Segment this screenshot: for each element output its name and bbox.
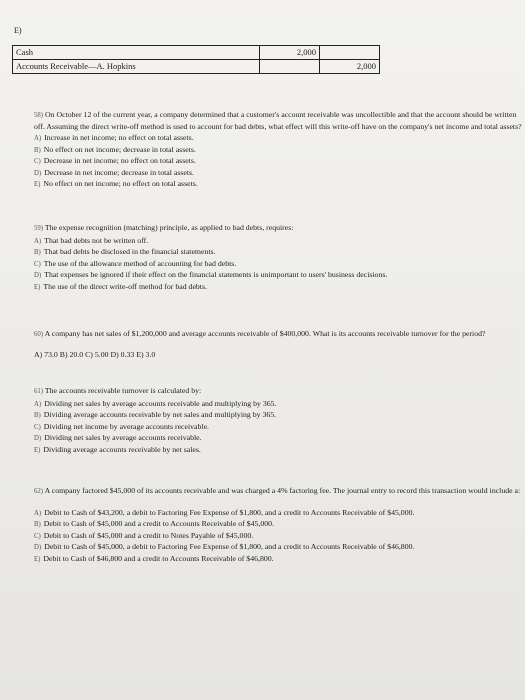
question-60 [34, 329, 522, 360]
answer-option: B) That bad debts be disclosed in the financial statements. [34, 247, 216, 256]
question-number: 61) [34, 388, 44, 395]
answer-option: C) Decrease in net income; no effect on total assets. [34, 156, 196, 165]
answer-option: A) Dividing net sales by average accounts receivable and multiplying by 365. [34, 398, 277, 408]
question-number: 62) [34, 488, 44, 495]
option-letter-e: E) [14, 26, 22, 35]
question-number: 59) [34, 225, 44, 232]
answer-option: E) Debit to Cash of $46,800 and a credit to Accounts Receivable of $46,800. [34, 553, 274, 563]
answer-option: D) Dividing net sales by average accounts receivable. [34, 433, 202, 442]
answer-option: D) Debit to Cash of $45,000, a debit to Factoring Fee Expense of $1,800, and a credit to Accounts Receivable of $46,800. [34, 542, 415, 551]
question-61 [34, 386, 522, 456]
account-cell: Cash [13, 46, 260, 60]
debit-cell: 2,000 [260, 46, 320, 60]
answer-option: E) No effect on net income; no effect on total assets. [34, 179, 198, 188]
answer-option: B) Debit to Cash of $45,000 and a credit to Accounts Receivable of $45,000. [34, 519, 274, 528]
question-stem [34, 110, 522, 132]
credit-cell: 2,000 [320, 60, 380, 74]
answer-option: C) Debit to Cash of $45,000 and a credit to Notes Payable of $45,000. [34, 530, 254, 540]
question-text: A company has net sales of $1,200,000 and average accounts receivable of $400,000. What is its accounts receivable turnover for the period? [44, 329, 486, 338]
question-stem [34, 386, 522, 398]
answer-option: C) The use of the allowance method of accounting for bad debts. [34, 258, 237, 268]
question-number: 58) [34, 112, 44, 119]
question-stem [34, 329, 522, 341]
answer-option: C) Dividing net income by average accounts receivable. [34, 421, 209, 431]
question-text: The accounts receivable turnover is calculated by: [44, 386, 202, 395]
answer-option: A) Debit to Cash of $43,200, a debit to Factoring Fee Expense of $1,800, and a credit to Accounts Receivable of $45,000. [34, 507, 415, 517]
question-62 [34, 486, 522, 565]
question-text: The expense recognition (matching) principle, as applied to bad debts, requires: [44, 223, 294, 232]
credit-cell [320, 46, 380, 60]
question-58 [34, 110, 522, 191]
answer-option: D) Decrease in net income; decrease in total assets. [34, 167, 194, 177]
inline-answer-options: A) 73.0 B) 20.0 C) 5.00 D) 0.33 E) 3.0 [34, 349, 156, 359]
account-cell: Accounts Receivable—A. Hopkins [13, 60, 260, 74]
answer-option: A) Increase in net income; no effect on total assets. [34, 133, 194, 142]
question-number: 60) [34, 331, 44, 338]
answer-option: B) Dividing average accounts receivable by net sales and multiplying by 365. [34, 410, 277, 419]
answer-option: E) The use of the direct write-off method for bad debts. [34, 281, 207, 291]
journal-row [13, 60, 380, 74]
question-59 [34, 223, 522, 293]
question-text: A company factored $45,000 of its accounts receivable and was charged a 4% factoring fee. The journal entry to record this transaction would include a: [44, 486, 521, 495]
answer-option: D) That expenses be ignored if their effect on the financial statements is unimportant to users' business decisions. [34, 270, 388, 279]
answer-option: E) Dividing average accounts receivable by net sales. [34, 444, 201, 454]
answer-option: B) No effect on net income; decrease in total assets. [34, 144, 196, 154]
question-text: On October 12 of the current year, a company determined that a customer's account receivable was uncollectible and that the account should be written off. Assuming the direct write-off method is used to account for bad debts, what effect will this write-off have on the company's net income and total assets? [34, 110, 522, 131]
answer-option: A) That bad debts not be written off. [34, 235, 149, 245]
journal-row [13, 46, 380, 60]
question-stem [34, 486, 522, 498]
journal-entry-table [12, 45, 380, 74]
debit-cell [260, 60, 320, 74]
question-stem [34, 223, 522, 235]
